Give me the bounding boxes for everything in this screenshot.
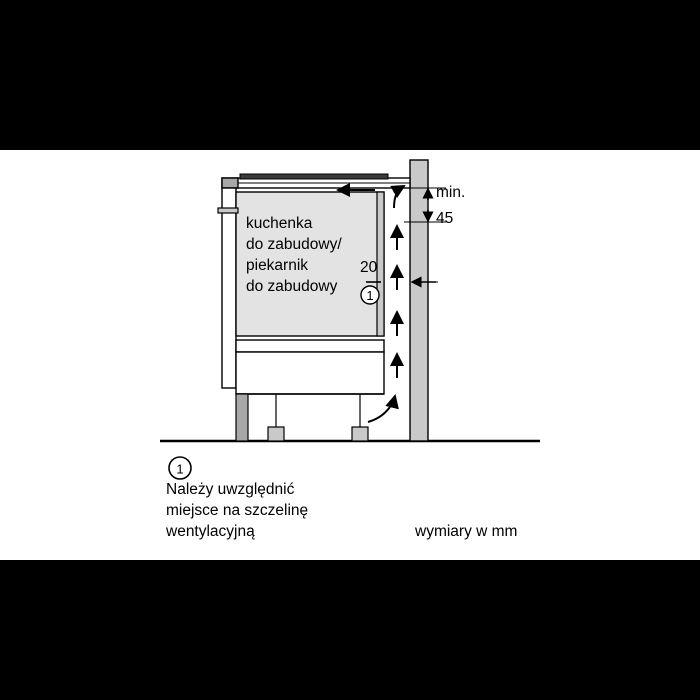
appliance-label-line-4: do zabudowy — [246, 278, 338, 295]
appliance-label-line-2: do zabudowy/ — [246, 236, 342, 253]
dimension-min-label: min. — [436, 184, 466, 201]
cabinet-legs — [236, 394, 368, 441]
dimension-45-label: 45 — [436, 210, 454, 227]
wall — [410, 160, 428, 441]
note-line-1: Należy uwzględnić — [166, 481, 295, 498]
diagram-canvas — [0, 150, 700, 560]
appliance-label-line-3: piekarnik — [246, 257, 309, 274]
lower-cabinet — [236, 340, 384, 394]
units-note: wymiary w mm — [415, 523, 518, 540]
callout-1-legend-marker — [169, 457, 191, 479]
callout-1-legend-number: 1 — [176, 461, 184, 477]
cabinet-side-panel — [222, 188, 236, 388]
note-line-2: miejsce na szczelinę — [166, 502, 309, 519]
diagram-svg — [0, 150, 700, 560]
appliance-label-line-1: kuchenka — [246, 215, 313, 232]
note-line-3: wentylacyjną — [166, 523, 255, 540]
callout-1-number: 1 — [366, 288, 374, 303]
hob-plate — [240, 174, 388, 179]
callout-1-marker — [361, 286, 379, 304]
dimension-20-label: 20 — [360, 259, 378, 276]
